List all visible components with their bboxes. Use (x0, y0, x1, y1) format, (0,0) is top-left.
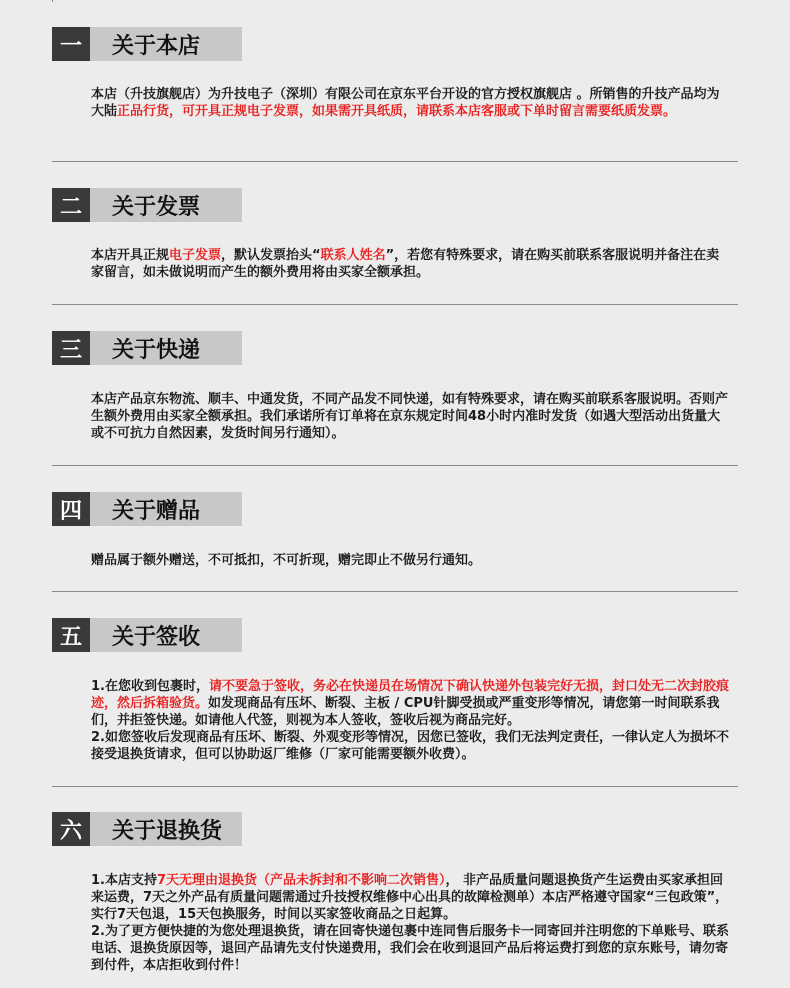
section-body-about-gifts (91, 552, 731, 569)
section-body-about-store (91, 86, 731, 120)
highlight-text: 电子发票 (169, 248, 222, 263)
section-header-about-shipping (52, 331, 242, 365)
section-divider (52, 591, 738, 592)
section-body-about-invoice (91, 247, 731, 281)
section-number: 六 (52, 812, 90, 846)
paragraph (91, 247, 731, 281)
section-number: 五 (52, 618, 90, 652)
section-header-about-gifts (52, 492, 242, 526)
body-text-run: 1.本店支持 (91, 873, 157, 888)
body-text-run: 2.如您签收后发现商品有压坏、断裂、外观变形等情况，因您已签收，我们无法判定责任，一律认定人为损坏不接受退换货请求，但可以协助返厂维修（厂家可能需要额外收费）。 (91, 730, 729, 762)
section-title: 关于签收 (90, 618, 242, 652)
paragraph (91, 729, 731, 763)
section-number: 二 (52, 188, 90, 222)
section-title: 关于发票 (90, 188, 242, 222)
body-text-run: ”，若您有特殊要求，请在购买前联系客服说明并备注在卖家留言，如未做说明而产生的额外费用将由买家全额承担。 (91, 248, 720, 280)
body-text-run: 如发现商品有压坏、断裂、主板 / CPU针脚受损或严重变形等情况，请您第一时间联系我们，并拒签快递。如请他人代签，则视为本人签收，签收后视为商品完好。 (91, 696, 720, 728)
highlight-text: 7天无理由退换货（产品未拆封和不影响二次销售） (156, 873, 446, 888)
body-text-run: 本店（升技旗舰店）为升技电子（深圳）有限公司在京东平台开设的官方授权旗舰店 。所销售的升技产品均为大陆 (91, 87, 720, 119)
section-divider (52, 465, 738, 466)
paragraph (91, 923, 731, 974)
body-text-run: ， 非产品质量问题退换货产生运费由买家承担回来运费，7天之外产品有质量问题需通过升技授权维修中心出具的故障检测单）本店严格遵守国家“三包政策”，实行7天包退，15天包换服务，时间以买家签收商品之日起算。 (91, 873, 729, 922)
section-title: 关于快递 (90, 331, 242, 365)
top-divider-stub (52, 0, 53, 2)
section-title: 关于本店 (90, 27, 242, 61)
section-number: 四 (52, 492, 90, 526)
highlight-text: 联系人姓名 (320, 248, 386, 263)
section-number: 一 (52, 27, 90, 61)
highlight-text: 请不要急于签收，务必在快递员在场情况下确认快递外包装完好无损，封口处无二次封胶痕迹，然后拆箱验货。 (91, 679, 729, 711)
section-body-about-returns (91, 872, 731, 974)
body-text-run: ，默认发票抬头“ (221, 248, 321, 263)
paragraph (91, 391, 731, 442)
body-text-run: 2.为了更方便快捷的为您处理退换货，请在回寄快递包裹中连同售后服务卡一同寄回并注明您的下单账号、联系电话、退换货原因等，退回产品请先支付快递费用，我们会在收到退回产品后将运费打到您的京东账号，请勿寄到付件，本店拒收到付件！ (91, 924, 729, 973)
highlight-text: 正品行货，可开具正规电子发票，如果需开具纸质，请联系本店客服或下单时留言需要纸质发票。 (117, 104, 677, 119)
section-header-about-returns (52, 812, 242, 846)
section-divider (52, 161, 738, 162)
section-header-about-invoice (52, 188, 242, 222)
section-number: 三 (52, 331, 90, 365)
section-header-about-signing (52, 618, 242, 652)
section-title: 关于赠品 (90, 492, 242, 526)
body-text-run: 本店产品京东物流、顺丰、中通发货，不同产品发不同快递，如有特殊要求，请在购买前联系客服说明。否则产生额外费用由买家全额承担。我们承诺所有订单将在京东规定时间48小时内准时发货（如遇大型活动出货量大或不可抗力自然因素，发货时间另行通知）。 (91, 392, 729, 441)
body-text-run: 1.在您收到包裹时， (91, 679, 209, 694)
paragraph (91, 86, 731, 120)
section-title: 关于退换货 (90, 812, 242, 846)
paragraph (91, 678, 731, 729)
body-text-run: 赠品属于额外赠送，不可抵扣，不可折现，赠完即止不做另行通知。 (91, 553, 482, 568)
section-body-about-shipping (91, 391, 731, 442)
body-text-run: 本店开具正规 (91, 248, 170, 263)
paragraph (91, 552, 731, 569)
section-body-about-signing (91, 678, 731, 763)
paragraph (91, 872, 731, 923)
section-divider (52, 304, 738, 305)
section-header-about-store (52, 27, 242, 61)
section-divider (52, 786, 738, 787)
